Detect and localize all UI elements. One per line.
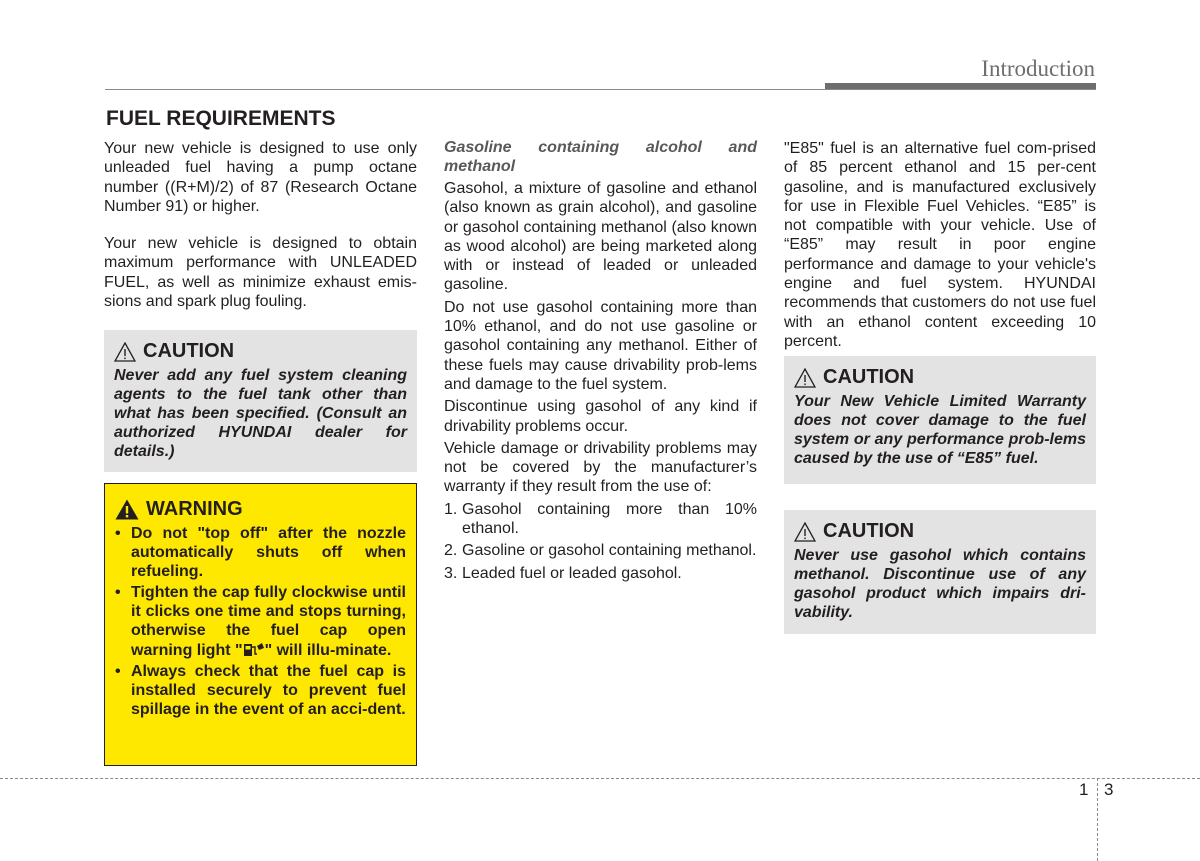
warning-item-1: • Do not "top off" after the nozzle automatically shuts off when refueling. [115,524,406,581]
caution-label-2: CAUTION [823,366,915,388]
header-rule [105,89,1096,90]
col2-paragraph-2: Do not use gasohol containing more than 10% ethanol, and do not use gasoline or gasohol containing any methanol. Either of these fuels may cause drivability prob-lems and damage to the fuel system. [444,298,757,393]
footer-vertical-divider [1097,778,1098,861]
warning-item-2-text-b: " will illu-minate. [264,641,392,659]
list-item-text: Gasoline or gasohol containing methanol. [462,542,757,560]
caution-text-2: Your New Vehicle Limited Warranty does not cover damage to the fuel system or any performance prob-lems caused by the use of “E85” fuel. [794,393,1086,468]
caution-box-2 [784,356,1096,484]
col3-paragraph-1: "E85" fuel is an alternative fuel com-prised of 85 percent ethanol and 15 per-cent gasoline, and is manufactured exclusively for use in Flexible Fuel Vehicles. “E85” is not compatible with your vehicle. Use of “E85” may result in poor engine performance and damage to your vehicle's engine and fuel system. HYUNDAI recommends that customers do not use fuel with an ethanol content exceeding 10 percent. [784,140,1096,350]
col1-paragraph-1: Your new vehicle is designed to use only unleaded fuel having a pump octane number ((R+M)/2) of 87 (Research Octane Number 91) or higher. [104,140,417,215]
col2-paragraph-1: Gasohol, a mixture of gasoline and ethanol (also known as grain alcohol), and gasoline or gasohol containing methanol (also known as wood alcohol) are being marketed along with or instead of leaded or unleaded gasoline. [444,180,757,294]
column-2 [444,139,757,586]
fuel-list [444,500,757,583]
caution-box-1 [104,330,417,472]
list-item-text: Gasohol containing more than 10% ethanol. [462,500,757,538]
warning-item-3: • Always check that the fuel cap is installed securely to prevent fuel spillage in the event of an acci-dent. [115,662,406,719]
list-item-text: Leaded fuel or leaded gasohol. [462,564,682,582]
col2-paragraph-4: Vehicle damage or drivability problems may not be covered by the manufacturer’s warranty if they result from the use of: [444,439,757,496]
col2-paragraph-3: Discontinue using gasohol of any kind if drivability problems occur. [444,398,757,435]
warning-item-2-text-a: Tighten the cap fully clockwise until it clicks one time and stops turning, otherwise the fuel cap open warning light " [131,584,406,659]
caution-triangle-icon [114,342,136,362]
warning-label: WARNING [146,498,243,520]
caution-box-3 [784,510,1096,634]
list-item [444,500,757,539]
chapter-number: 1 [1079,780,1089,799]
col2-subheading: Gasoline containing alcohol and methanol [444,139,757,175]
warning-triangle-icon [115,499,139,520]
caution-header-2 [794,366,1086,389]
footer-divider [0,778,1200,779]
list-item-number: 2. [444,542,458,560]
caution-triangle-icon [794,522,816,542]
header-title: Introduction [981,56,1095,81]
col1-paragraph-2: Your new vehicle is designed to obtain maximum performance with UNLEADED FUEL, as well as minimize exhaust emis-sions and spark plug fouling. [104,235,417,311]
column-1 [104,139,417,311]
column-3 [784,139,1096,351]
caution-header-3 [794,520,1086,543]
warning-header [115,498,406,521]
caution-text-3: Never use gasohol which contains methanol. Discontinue use of any gasohol product which impairs dri-vability. [794,547,1086,622]
page-number: 3 [1104,780,1114,799]
warning-box [104,483,417,766]
caution-text-1: Never add any fuel system cleaning agents to the fuel tank other than what has been specified. (Consult an authorized HYUNDAI dealer for details.) [114,367,407,461]
warning-item-2 [115,583,406,659]
section-title: FUEL REQUIREMENTS [106,107,336,130]
list-item-number: 1. [444,500,458,518]
caution-triangle-icon [794,368,816,388]
fuel-cap-warning-icon [243,641,265,657]
caution-header-1 [114,340,407,363]
list-item [444,541,757,560]
caution-label-1: CAUTION [143,340,235,362]
list-item-number: 3. [444,564,458,582]
warning-list [115,524,406,719]
caution-label-3: CAUTION [823,520,915,542]
list-item [444,564,757,583]
